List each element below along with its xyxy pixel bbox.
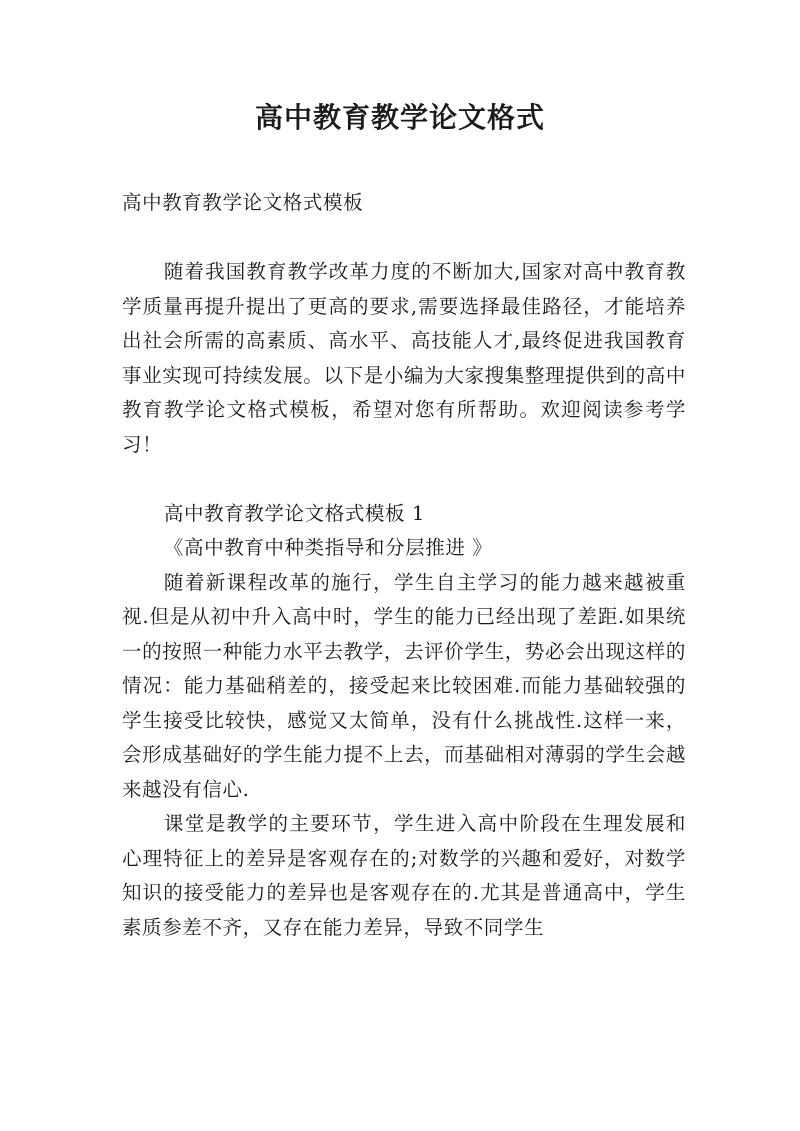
document-body (122, 186, 686, 945)
section-heading: 高中教育教学论文格式模板 1 (163, 501, 425, 525)
intro-paragraph: 随着我国教育教学改革力度的不断加大,国家对高中教育教学质量再提升提出了更高的要求,需要选择最佳路径，才能培养出社会所需的高素质、高水平、高技能人才,最终促进我国教育事业实现可持续发展。以下是小编为大家搜集整理提供到的高中教育教学论文格式模板，希望对您有所帮助。欢迎阅读参考学习！ (122, 260, 686, 456)
document-title: 高中教育教学论文格式 (254, 101, 545, 134)
document-subtitle: 高中教育教学论文格式模板 (122, 191, 364, 214)
article-title: 《高中教育中种类指导和分层推进 》 (163, 536, 493, 559)
body-paragraph-1: 随着新课程改革的施行，学生自主学习的能力越来越被重视.但是从初中升入高中时，学生的能力已经出现了差距.如果统一的按照一种能力水平去教学，去评价学生，势必会出现这样的情况：能力基础稍差的，接受起来比较困难.而能力基础较强的学生接受比较快，感觉又太简单，没有什么挑战性.这样一来，会形成基础好的学生能力提不上去，而基础相对薄弱的学生会越来越没有信心. (122, 570, 686, 801)
body-paragraph-2: 课堂是教学的主要环节，学生进入高中阶段在生理发展和心理特征上的差异是客观存在的;对数学的兴趣和爱好，对数学知识的接受能力的差异也是客观存在的.尤其是普通高中，学生素质参差不齐，又存在能力差异，导致不同学生 (122, 812, 686, 939)
